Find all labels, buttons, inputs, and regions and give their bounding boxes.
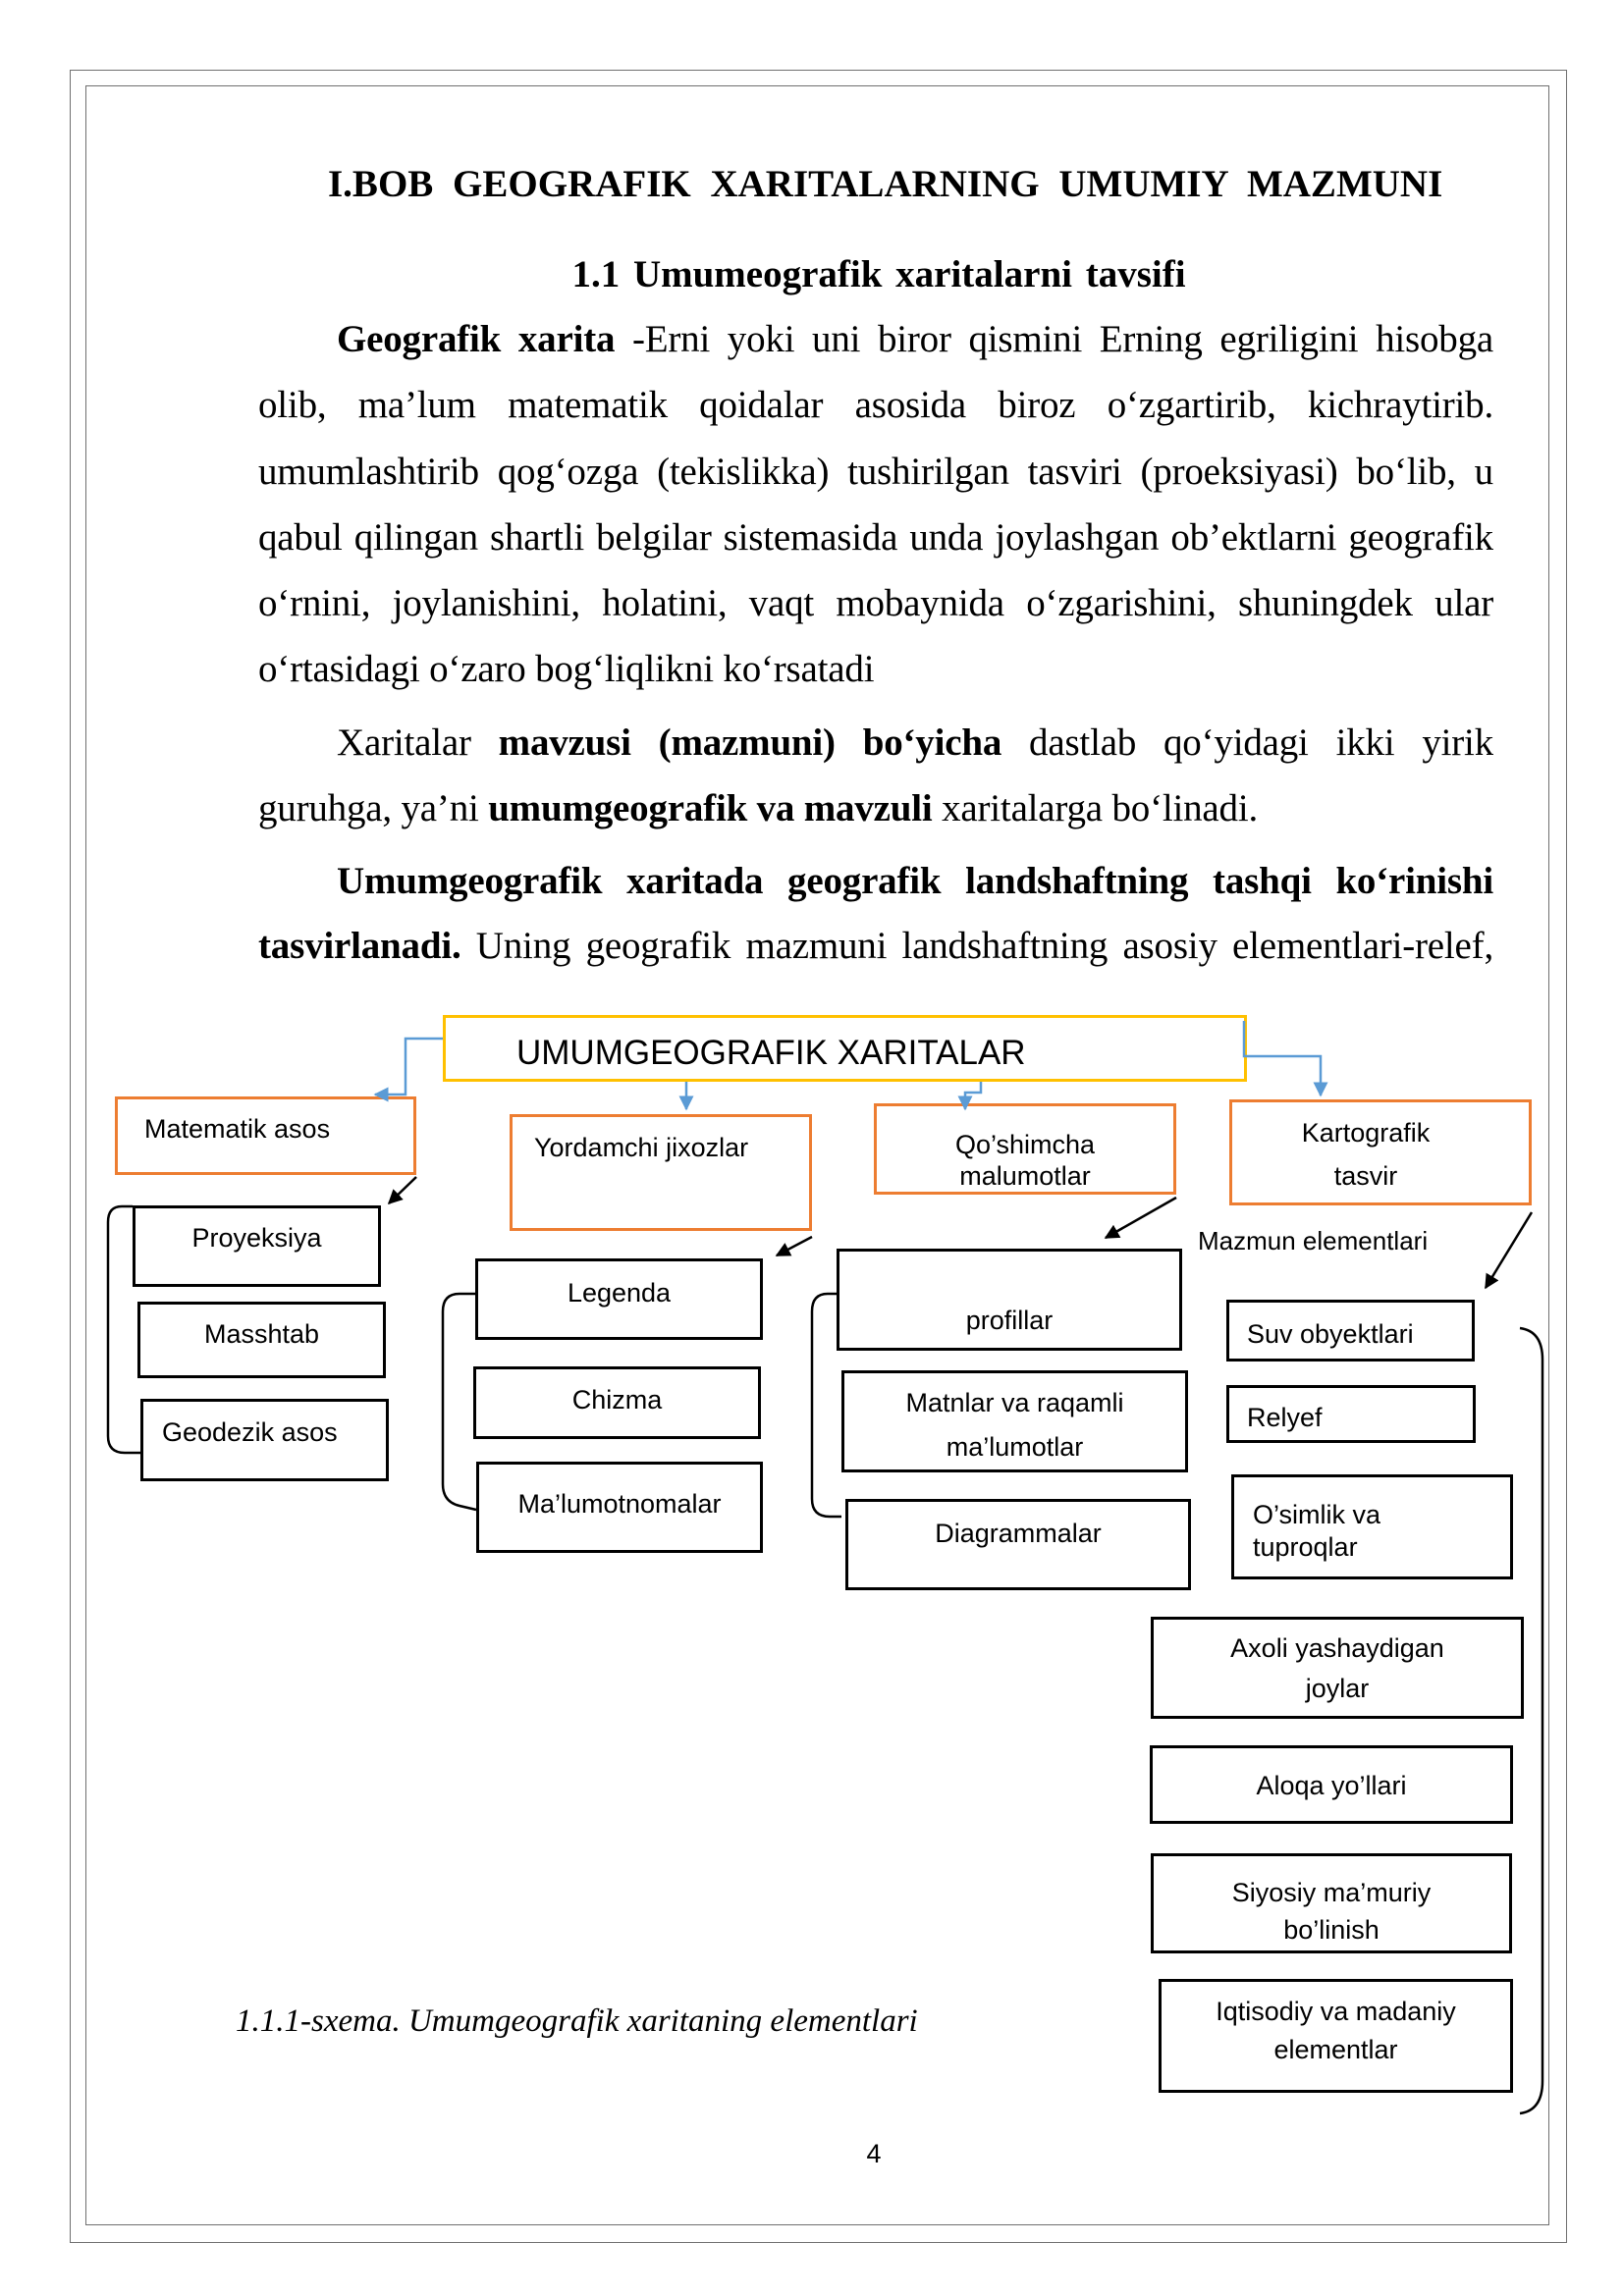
item-box-matnlar-va-raqamli-malumotlar [841,1370,1188,1472]
item-box-relyef [1226,1385,1476,1443]
bold-run: Umumgeografik xaritada geografik landshaftning tashqi ko‘rinishi [337,860,1493,902]
text-run: umumlashtirib qog‘ozga (tekislikka) tushirilgan tasviri (proeksiyasi) bo‘lib, u [258,451,1493,493]
mazmun-elementlari-label: Mazmun elementlari [1198,1226,1429,1255]
item-label: Legenda [567,1278,672,1308]
item-label: Aloqa yo’llari [1256,1771,1407,1800]
category-label-line-2: tasvir [1333,1161,1398,1191]
text-run: olib, ma’lum matematik qoidalar asosida biroz o‘zgartirib, kichraytirib. [258,384,1493,426]
item-label: Proyeksiya [191,1223,322,1253]
paragraph-2-line-1 [337,710,1493,775]
item-box-iqtisodiy-va-madaniy-elementlar [1159,1979,1513,2093]
text-run: o‘rnini, joylanishini, holatini, vaqt mobaynida o‘zgarishini, shuningdek ular [258,582,1493,624]
paragraph-1-line-5 [258,570,1493,636]
bold-run: mavzusi (mazmuni) bo‘yicha [498,721,1002,764]
section-title: 1.1 Umumeografik xaritalarni tavsifi [571,253,1186,295]
item-label: Chizma [571,1385,663,1415]
item-label: Masshtab [203,1319,320,1349]
item-box-aloqa-yollari [1150,1745,1513,1824]
item-box-chizma [473,1366,761,1439]
text-run: xaritalarga bo‘linadi. [932,787,1259,829]
item-label-line-1: Siyosiy ma’muriy [1231,1878,1432,1907]
category-label-line-2: malumotlar [959,1161,1091,1191]
item-label: Relyef [1247,1403,1323,1432]
category-label-line-1: Kartografik [1301,1118,1431,1148]
category-box-matematik-asos [115,1096,416,1175]
text-run: qabul qilingan shartli belgilar sistemasida unda joylashgan ob’ektlarni geografik [258,516,1493,559]
paragraph-3-line-2 [258,913,1493,979]
category-box-yordamchi-jixozlar [510,1114,812,1231]
chapter-title: I.BOB GEOGRAFIK XARITALARNING UMUMIY MAZMUNI [328,163,1443,205]
page-number: 4 [866,2139,882,2168]
item-label-line-2: joylar [1305,1674,1370,1703]
item-box-malumotnomalar [476,1462,763,1553]
item-label: Suv obyektlari [1247,1319,1414,1349]
item-box-geodezik-asos [140,1399,389,1481]
paragraph-3-line-1 [337,848,1493,914]
item-box-osimlik-va-tuproqlar [1231,1474,1513,1579]
item-box-legenda [475,1258,763,1340]
paragraph-2-line-2 [258,775,1493,841]
item-label: Ma’lumotnomalar [517,1489,722,1519]
item-label: profillar [965,1306,1054,1335]
category-label: Matematik asos [144,1114,331,1144]
item-box-axoli-yashaydigan-joylar [1151,1617,1524,1719]
item-label-line-2: bo’linish [1283,1915,1380,1945]
bold-run: umumgeografik va mavzuli [488,787,933,829]
category-label: Yordamchi jixozlar [534,1133,749,1162]
text-run: dastlab qo‘yidagi ikki yirik [1001,721,1493,764]
item-box-suv-obyektlari [1226,1300,1475,1362]
figure-caption: 1.1.1-sxema. Umumgeografik xaritaning elementlari [236,2003,918,2039]
item-label: Geodezik asos [162,1417,338,1447]
category-box-qoshimcha-malumotlar [874,1103,1176,1195]
text-run: guruhga, ya’ni [258,787,489,829]
paragraph-1-line-3 [258,439,1493,505]
item-box-diagrammalar [845,1499,1191,1590]
item-box-proyeksiya [133,1205,381,1287]
item-box-profillar [837,1249,1182,1351]
diagram-root-box [443,1015,1247,1082]
diagram-root-label: UMUMGEOGRAFIK XARITALAR [516,1034,1026,1072]
category-label-line-1: Qo’shimcha [954,1130,1096,1159]
item-label-line-2: elementlar [1273,2035,1398,2064]
item-label-line-2: ma’lumotlar [946,1432,1084,1462]
item-label-line-1: Iqtisodiy va madaniy [1216,1997,1456,2026]
item-label-line-1: O’simlik va [1253,1500,1381,1529]
item-box-masshtab [137,1302,386,1378]
item-label: Diagrammalar [935,1519,1102,1548]
item-box-siyosiy-mamuriy-bolinish [1151,1853,1512,1953]
paragraph-1-line-4 [258,505,1493,570]
item-label-line-1: Axoli yashaydigan [1230,1633,1444,1663]
item-label-line-1: Matnlar va raqamli [905,1388,1124,1417]
term-geografik-xarita: Geografik xarita [337,318,616,360]
text-run: -Erni yoki uni biror qismini Erning egriligini hisobga [615,318,1493,360]
paragraph-1-line-2 [258,372,1493,438]
category-box-kartografik-tasvir [1229,1099,1532,1205]
text-run: Uning geografik mazmuni landshaftning asosiy elementlari-relef, [460,925,1493,967]
text-run: Xaritalar [337,721,499,764]
bold-run: tasvirlanadi. [258,925,461,967]
paragraph-1-line-6 [258,636,1493,702]
text-run: o‘rtasidagi o‘zaro bog‘liqlikni ko‘rsatadi [258,648,875,690]
item-label-line-2: tuproqlar [1253,1532,1358,1562]
paragraph-1-line-1 [337,306,1493,372]
